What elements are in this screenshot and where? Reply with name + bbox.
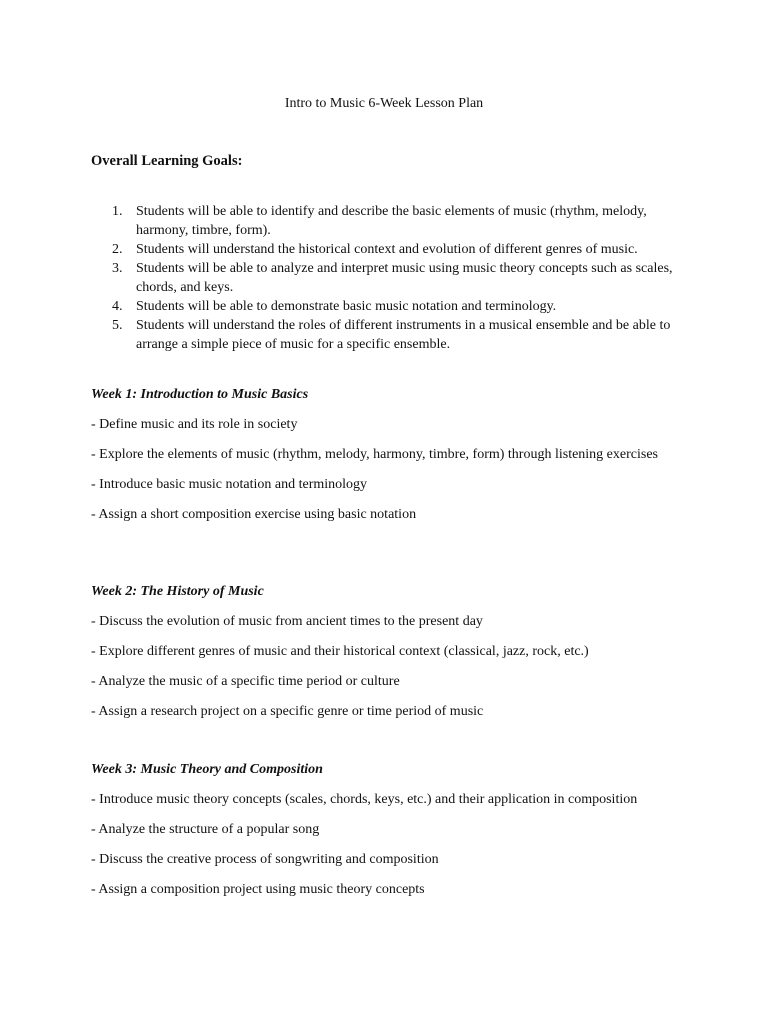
- week-heading: Week 1: Introduction to Music Basics: [91, 387, 309, 402]
- goal-number: 3.: [112, 261, 123, 276]
- week-item: - Introduce basic music notation and terminology: [91, 477, 368, 492]
- goal-text: Students will be able to demonstrate basic music notation and terminology.: [136, 299, 557, 314]
- goal-text: Students will understand the roles of different instruments in a musical ensemble and be able to arrange a simple piece of music for a specific ensemble.: [136, 318, 671, 352]
- goal-number: 4.: [112, 299, 123, 314]
- goal-item: [91, 259, 691, 297]
- goal-text: Students will be able to analyze and interpret music using music theory concepts such as scales, chords, and keys.: [136, 261, 673, 295]
- week-heading: Week 3: Music Theory and Composition: [91, 762, 323, 777]
- week-item: - Explore the elements of music (rhythm, melody, harmony, timbre, form) through listening exercises: [91, 447, 658, 462]
- goal-text: Students will be able to identify and describe the basic elements of music (rhythm, melody, harmony, timbre, form).: [136, 204, 647, 238]
- goal-number: 1.: [112, 204, 123, 219]
- week-1-section: [91, 385, 681, 535]
- document-title: Intro to Music 6-Week Lesson Plan: [284, 96, 484, 111]
- goal-number: 2.: [112, 242, 123, 257]
- goals-list: [91, 202, 691, 354]
- week-item: - Assign a composition project using music theory concepts: [91, 882, 425, 897]
- week-item: - Explore different genres of music and their historical context (classical, jazz, rock, etc.): [91, 644, 589, 659]
- week-3-section: [91, 760, 681, 910]
- week-item: - Discuss the evolution of music from ancient times to the present day: [91, 614, 483, 629]
- week-heading: Week 2: The History of Music: [91, 584, 264, 599]
- goal-item: [91, 316, 691, 354]
- week-item: - Assign a research project on a specific genre or time period of music: [91, 704, 484, 719]
- week-item: - Analyze the structure of a popular song: [91, 822, 320, 837]
- week-item: - Introduce music theory concepts (scales, chords, keys, etc.) and their application in composition: [91, 792, 638, 807]
- goal-item: [91, 297, 691, 316]
- goal-number: 5.: [112, 318, 123, 333]
- week-item: - Define music and its role in society: [91, 417, 298, 432]
- week-2-section: [91, 582, 681, 732]
- goals-heading: Overall Learning Goals:: [91, 153, 243, 169]
- week-item: - Discuss the creative process of songwriting and composition: [91, 852, 439, 867]
- week-item: - Analyze the music of a specific time period or culture: [91, 674, 400, 689]
- week-item: - Assign a short composition exercise using basic notation: [91, 507, 417, 522]
- goal-item: [91, 240, 691, 259]
- goal-item: [91, 202, 691, 240]
- goal-text: Students will understand the historical context and evolution of different genres of music.: [136, 242, 638, 257]
